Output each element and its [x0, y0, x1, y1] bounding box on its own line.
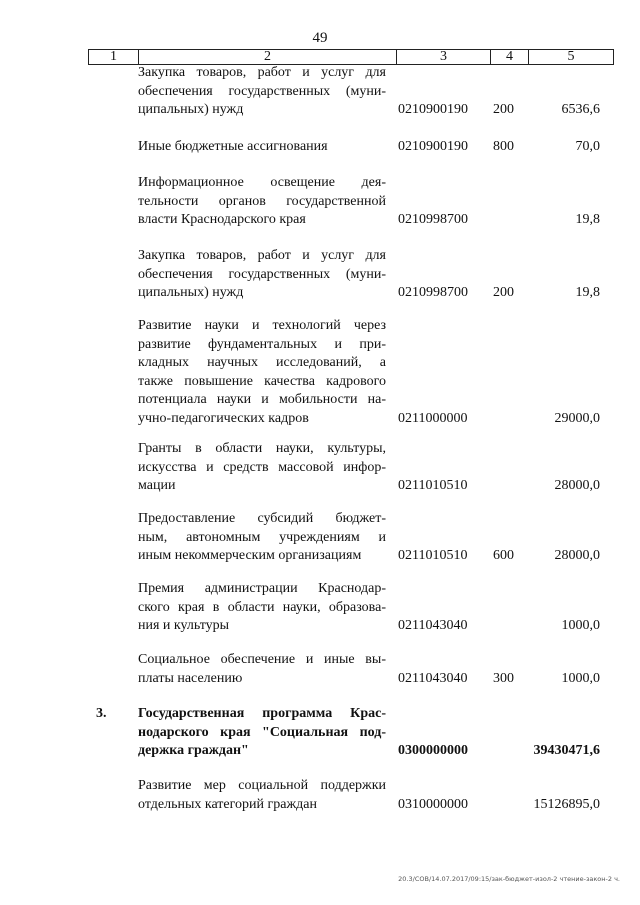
row-name-line: ципальных) нужд: [138, 285, 244, 300]
row-name-line: кладных научных исследований, а: [138, 355, 386, 370]
row-name-line: ципальных) нужд: [138, 102, 244, 117]
row-name-line: нодарского края "Социальная под-: [138, 724, 386, 740]
row-name: [138, 705, 386, 761]
row-amount: 1000,0: [561, 670, 600, 686]
header-col-1: 1: [89, 50, 139, 64]
row-name-line: Закупка товаров, работ и услуг для: [138, 65, 386, 80]
row-name-line: ным, автономным учреждениям и: [138, 529, 386, 545]
row-code: 0211043040: [398, 618, 468, 633]
row-name-line: платы населению: [138, 670, 243, 686]
row-name: [138, 138, 386, 157]
table-row: [0, 64, 640, 120]
row-code: 0210998700: [398, 285, 468, 300]
header-col-3: 3: [397, 50, 491, 64]
table-row: [0, 174, 640, 230]
table-row: [0, 580, 640, 636]
row-name-line: потенциала науки и мобильности на-: [138, 392, 386, 407]
header-col-2: 2: [139, 50, 397, 64]
row-amount: 70,0: [575, 139, 600, 154]
row-name: [138, 777, 386, 814]
row-amount: 1000,0: [561, 618, 600, 633]
row-amount: 19,8: [575, 285, 600, 300]
table-row: [0, 510, 640, 566]
table-row: [0, 777, 640, 814]
row-name: [138, 440, 386, 496]
row-name-line: также повышение качества кадрового: [138, 373, 386, 389]
row-name-line: отдельных категорий граждан: [138, 796, 317, 812]
row-code: 0300000000: [398, 743, 468, 758]
row-name-line: Предоставление субсидий бюджет-: [138, 511, 386, 526]
row-expense-type: 600: [493, 548, 514, 563]
row-amount: 19,8: [575, 212, 600, 227]
row-amount: 29000,0: [554, 410, 600, 426]
row-name: [138, 651, 386, 688]
table-row: [0, 705, 640, 761]
row-expense-type: 200: [493, 285, 514, 300]
row-name-line: мации: [138, 478, 176, 493]
page-number: 49: [312, 30, 328, 46]
row-name-line: тельности органов государственной: [138, 193, 386, 209]
row-name: [138, 580, 386, 636]
row-name-line: Закупка товаров, работ и услуг для: [138, 248, 386, 263]
row-name-line: Информационное освещение дея-: [138, 175, 386, 190]
row-name-line: учно-педагогических кадров: [138, 410, 309, 426]
row-code: 0211000000: [398, 410, 468, 426]
row-code: 0210998700: [398, 212, 468, 227]
row-name-line: Гранты в области науки, культуры,: [138, 441, 386, 456]
row-name-line: Государственная программа Крас-: [138, 706, 386, 721]
row-name-line: искусства и средств массовой инфор-: [138, 459, 386, 475]
row-amount: 28000,0: [554, 478, 600, 493]
table-header: [88, 49, 614, 65]
footer-note: 20.3/СОВ/14.07.2017/09:15/зак-бюджет-изол-2 чтение-закон-2 ч.: [398, 875, 620, 883]
row-name-line: ского края в области науки, образова-: [138, 599, 386, 615]
row-amount: 28000,0: [554, 548, 600, 563]
row-name-line: Развитие мер социальной поддержки: [138, 778, 386, 793]
row-code: 0310000000: [398, 796, 468, 812]
row-name-line: власти Краснодарского края: [138, 212, 306, 227]
row-name-line: Развитие науки и технологий через: [138, 318, 386, 333]
row-name-line: Премия администрации Краснодар-: [138, 581, 386, 596]
row-code: 0211010510: [398, 548, 468, 563]
table-row: [0, 440, 640, 496]
row-name-line: ния и культуры: [138, 618, 230, 633]
row-name-line: Иные бюджетные ассигнования: [138, 139, 328, 154]
row-name-line: держка граждан": [138, 743, 249, 758]
row-name-line: Социальное обеспечение и иные вы-: [138, 652, 386, 667]
row-name-line: обеспечения государственных (муни-: [138, 83, 386, 99]
row-amount: 6536,6: [561, 102, 600, 117]
table-row: [0, 651, 640, 688]
row-name: [138, 247, 386, 303]
row-name-line: иным некоммерческим организациям: [138, 548, 362, 563]
row-expense-type: 300: [493, 670, 514, 686]
row-code: 0211043040: [398, 670, 468, 686]
row-name-line: развитие фундаментальных и при-: [138, 336, 386, 352]
row-name: [138, 64, 386, 120]
row-name: [138, 510, 386, 566]
row-amount: 39430471,6: [533, 743, 600, 758]
row-name: [138, 317, 386, 428]
row-code: 0210900190: [398, 102, 468, 117]
table-row: [0, 138, 640, 157]
row-expense-type: 800: [493, 139, 514, 154]
row-name-line: обеспечения государственных (муни-: [138, 266, 386, 282]
table-row: [0, 247, 640, 303]
row-amount: 15126895,0: [533, 796, 600, 812]
row-code: 0211010510: [398, 478, 468, 493]
row-code: 0210900190: [398, 139, 468, 154]
row-name: [138, 174, 386, 230]
header-col-5: 5: [567, 49, 575, 64]
table-row: [0, 317, 640, 428]
row-number: 3.: [96, 706, 107, 721]
header-col-4: 4: [491, 50, 529, 64]
row-expense-type: 200: [493, 102, 514, 117]
